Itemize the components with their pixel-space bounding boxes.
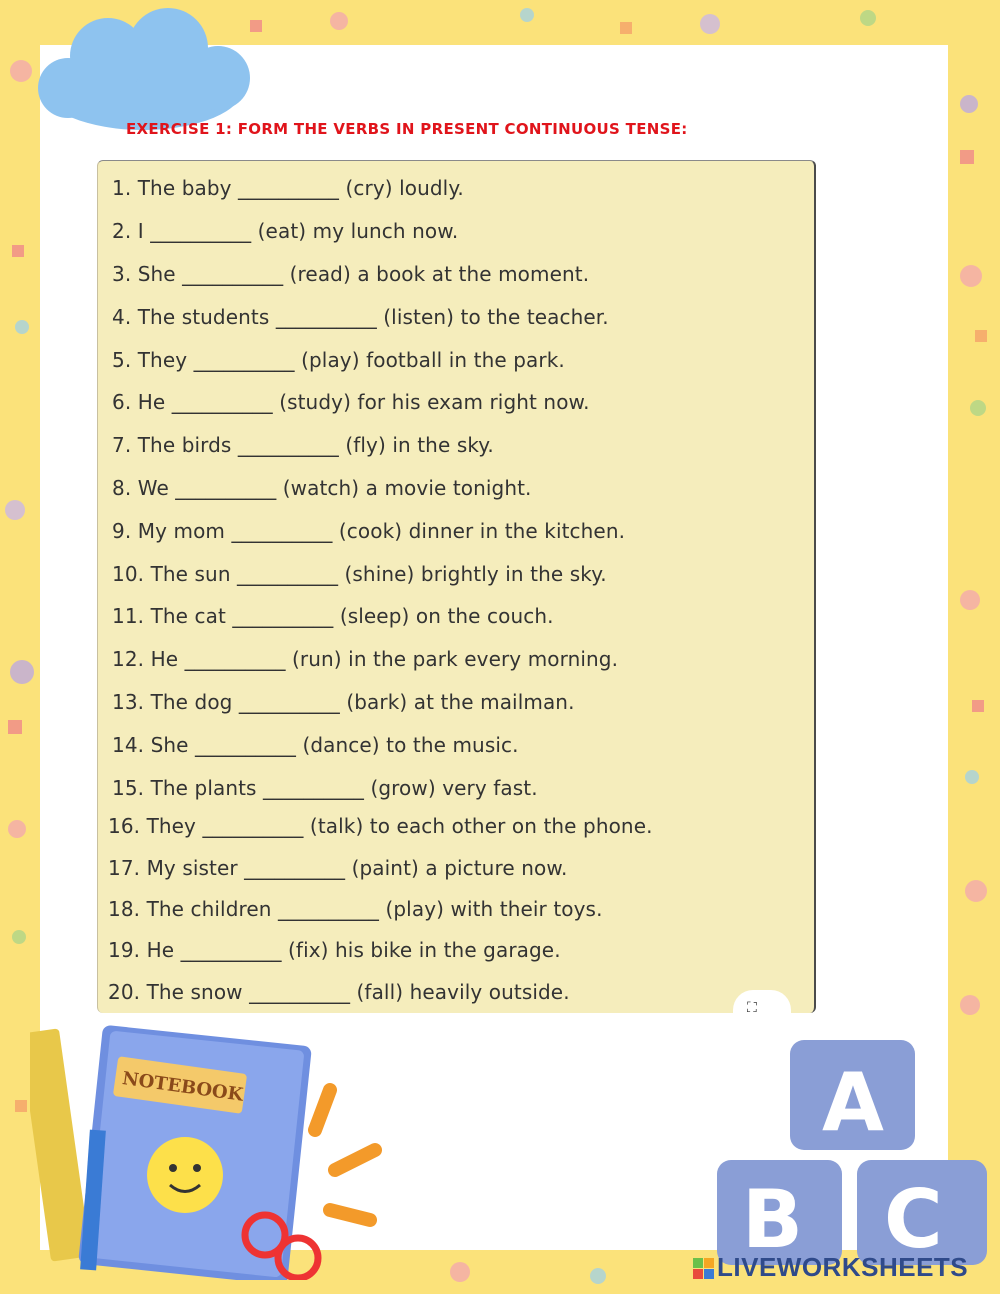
sentence-item: 6. He __________ (study) for his exam right now. bbox=[112, 390, 590, 414]
sentence-item: 17. My sister __________ (paint) a picture now. bbox=[108, 856, 568, 880]
sentence-item: 16. They __________ (talk) to each other on the phone. bbox=[108, 814, 653, 838]
notebook-illustration bbox=[30, 1010, 390, 1280]
sentence-item: 15. The plants __________ (grow) very fast. bbox=[112, 776, 538, 800]
exercise-title: EXERCISE 1: FORM THE VERBS IN PRESENT CONTINUOUS TENSE: bbox=[126, 120, 688, 138]
abc-blocks-illustration bbox=[712, 1035, 997, 1265]
sentence-item: 9. My mom __________ (cook) dinner in the kitchen. bbox=[112, 519, 626, 543]
sentence-item: 11. The cat __________ (sleep) on the couch. bbox=[112, 604, 554, 628]
notebook-label: NOTEBOOK bbox=[120, 1068, 245, 1106]
sentence-item: 1. The baby __________ (cry) loudly. bbox=[112, 176, 464, 200]
sentence-item: 10. The sun __________ (shine) brightly in the sky. bbox=[112, 562, 607, 586]
sentence-item: 14. She __________ (dance) to the music. bbox=[112, 733, 519, 757]
sentence-item: 18. The children __________ (play) with their toys. bbox=[108, 897, 603, 921]
sentence-item: 13. The dog __________ (bark) at the mailman. bbox=[112, 690, 575, 714]
sentence-item: 3. She __________ (read) a book at the moment. bbox=[112, 262, 590, 286]
block-b-letter: B bbox=[742, 1173, 803, 1265]
brand-name: LIVEWORKSHEETS bbox=[717, 1252, 969, 1282]
cloud-decoration bbox=[28, 8, 258, 138]
sentence-item: 19. He __________ (fix) his bike in the garage. bbox=[108, 938, 561, 962]
sentence-item: 8. We __________ (watch) a movie tonight. bbox=[112, 476, 532, 500]
expand-button[interactable] bbox=[733, 990, 791, 1030]
sentence-item: 2. I __________ (eat) my lunch now. bbox=[112, 219, 459, 243]
sentence-item: 12. He __________ (run) in the park every morning. bbox=[112, 647, 619, 671]
block-a-letter: A bbox=[822, 1056, 884, 1149]
sentence-item: 4. The students __________ (listen) to the teacher. bbox=[112, 305, 609, 329]
exercise-card bbox=[97, 160, 816, 1013]
sentence-item: 5. They __________ (play) football in the park. bbox=[112, 348, 565, 372]
expand-icon: ⛶ bbox=[747, 1000, 757, 1016]
block-c-letter: C bbox=[884, 1173, 943, 1265]
sentence-item: 20. The snow __________ (fall) heavily outside. bbox=[108, 980, 570, 1004]
liveworksheets-logo-icon bbox=[693, 1258, 715, 1280]
sentence-item: 7. The birds __________ (fly) in the sky. bbox=[112, 433, 494, 457]
